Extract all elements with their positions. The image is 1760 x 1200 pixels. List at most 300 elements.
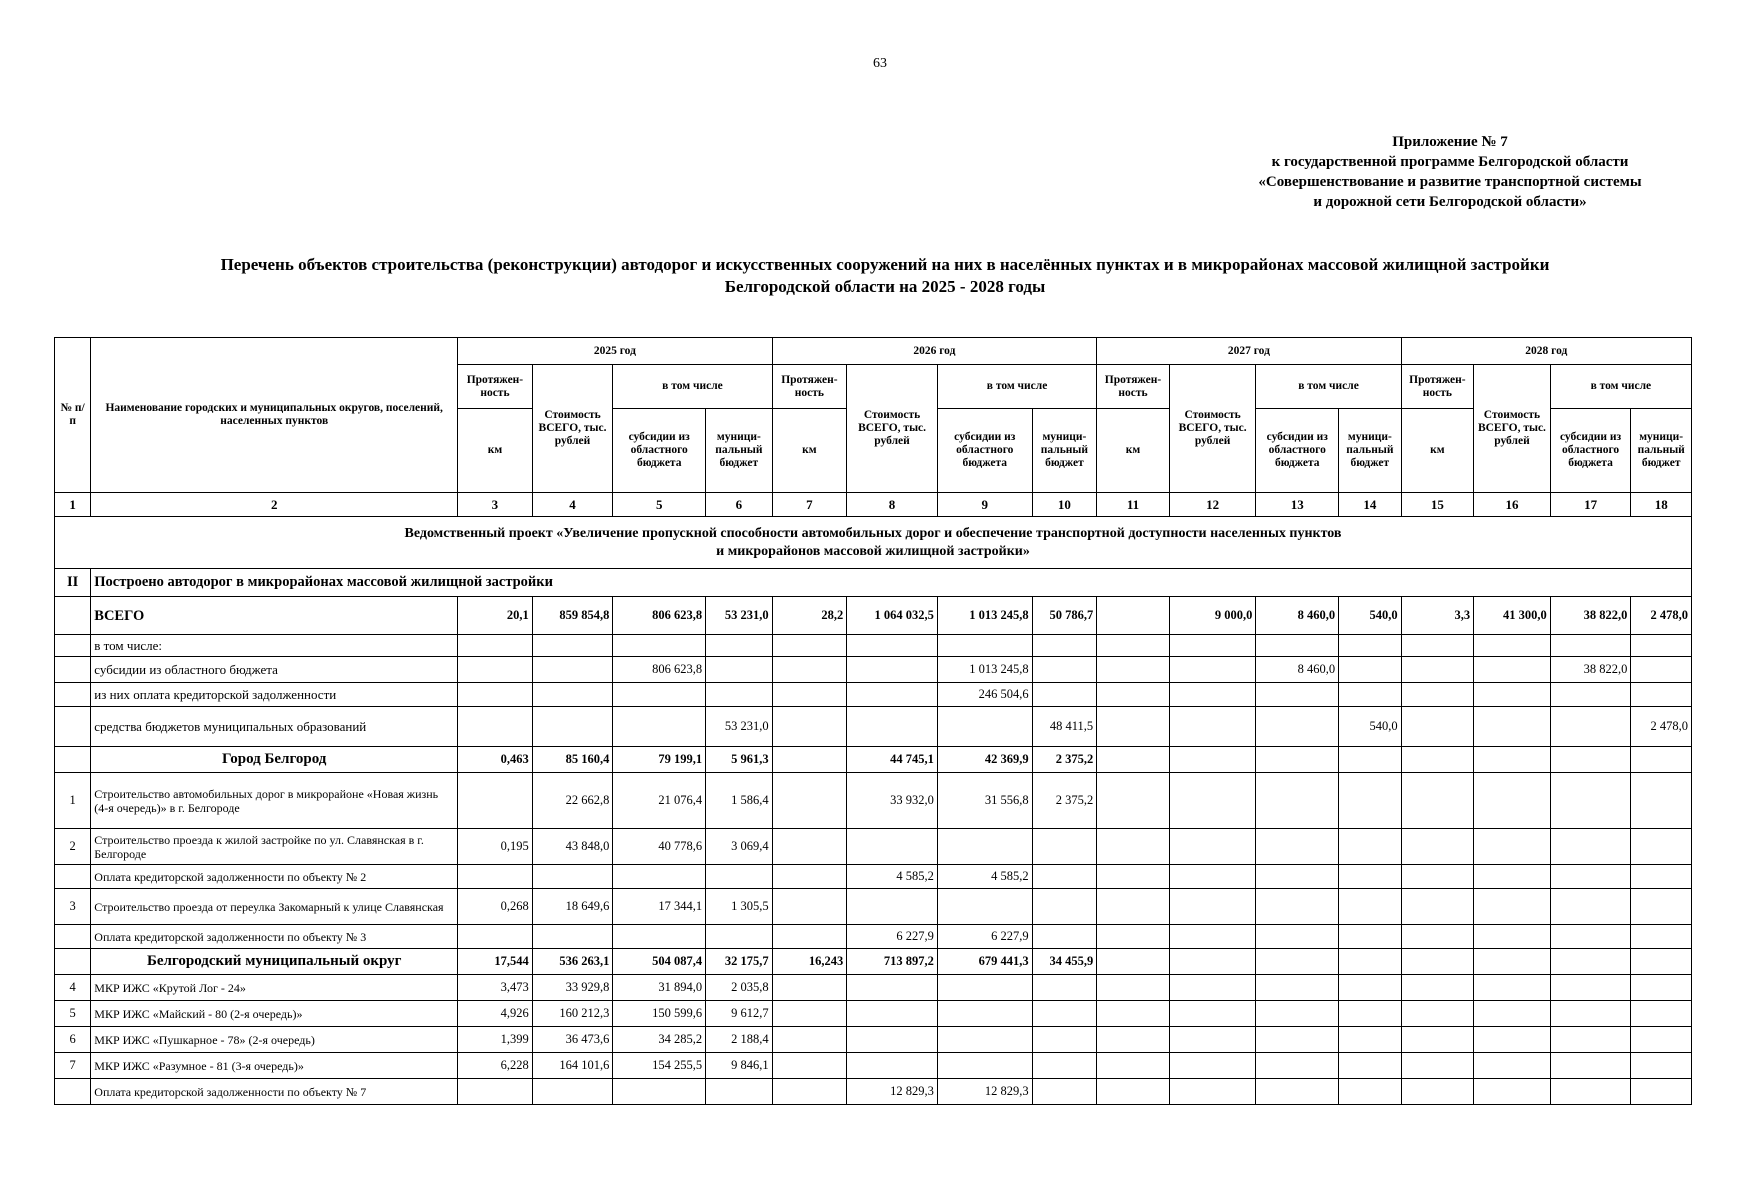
value-cell	[1256, 925, 1339, 949]
value-cell	[1169, 889, 1256, 925]
value-cell	[1474, 865, 1551, 889]
value-cell	[1339, 635, 1402, 657]
value-cell	[1474, 707, 1551, 747]
value-cell	[1032, 1027, 1097, 1053]
value-cell	[772, 707, 847, 747]
value-cell	[1401, 975, 1474, 1001]
value-cell	[1474, 1053, 1551, 1079]
value-cell	[1550, 975, 1631, 1001]
value-cell	[532, 1079, 613, 1105]
row-name: МКР ИЖС «Пушкарное - 78» (2-я очередь)	[91, 1027, 458, 1053]
value-cell	[772, 925, 847, 949]
value-cell	[1631, 865, 1692, 889]
header-subsidy: субсидии из областного бюджета	[937, 409, 1032, 493]
value-cell	[1550, 747, 1631, 773]
row-number	[55, 865, 91, 889]
value-cell: 34 285,2	[613, 1027, 706, 1053]
value-cell	[1032, 657, 1097, 683]
row-number	[55, 1079, 91, 1105]
value-cell	[1169, 865, 1256, 889]
value-cell: 1,399	[458, 1027, 533, 1053]
value-cell: 33 932,0	[847, 773, 938, 829]
document-title	[60, 254, 1710, 298]
value-cell	[706, 865, 773, 889]
value-cell	[1401, 1079, 1474, 1105]
column-number: 6	[706, 493, 773, 517]
value-cell	[1097, 747, 1170, 773]
value-cell	[1032, 865, 1097, 889]
value-cell	[1550, 925, 1631, 949]
value-cell: 806 623,8	[613, 657, 706, 683]
value-cell	[1474, 975, 1551, 1001]
value-cell: 31 556,8	[937, 773, 1032, 829]
value-cell	[847, 657, 938, 683]
row-name: Оплата кредиторской задолженности по объекту № 3	[91, 925, 458, 949]
table-row	[55, 1001, 1692, 1027]
header-km: км	[772, 409, 847, 493]
value-cell	[1097, 657, 1170, 683]
value-cell: 79 199,1	[613, 747, 706, 773]
value-cell: 6 227,9	[937, 925, 1032, 949]
value-cell	[1474, 889, 1551, 925]
table-row	[55, 829, 1692, 865]
value-cell	[458, 657, 533, 683]
value-cell	[706, 1079, 773, 1105]
value-cell: 12 829,3	[847, 1079, 938, 1105]
value-cell	[772, 889, 847, 925]
value-cell: 679 441,3	[937, 949, 1032, 975]
value-cell	[1339, 829, 1402, 865]
row-number: 5	[55, 1001, 91, 1027]
value-cell	[1169, 707, 1256, 747]
value-cell	[1550, 1053, 1631, 1079]
value-cell	[937, 707, 1032, 747]
row-number: 7	[55, 1053, 91, 1079]
value-cell	[1474, 1079, 1551, 1105]
row-name: Оплата кредиторской задолженности по объекту № 7	[91, 1079, 458, 1105]
value-cell	[1401, 1027, 1474, 1053]
value-cell	[1474, 773, 1551, 829]
value-cell	[772, 773, 847, 829]
value-cell	[1032, 975, 1097, 1001]
value-cell: 246 504,6	[937, 683, 1032, 707]
value-cell	[1401, 747, 1474, 773]
row-number	[55, 747, 91, 773]
column-number: 1	[55, 493, 91, 517]
value-cell	[1550, 1079, 1631, 1105]
value-cell: 53 231,0	[706, 597, 773, 635]
value-cell: 713 897,2	[847, 949, 938, 975]
value-cell	[458, 683, 533, 707]
value-cell: 2 375,2	[1032, 773, 1097, 829]
value-cell	[706, 657, 773, 683]
value-cell: 164 101,6	[532, 1053, 613, 1079]
column-number: 10	[1032, 493, 1097, 517]
value-cell	[1631, 1001, 1692, 1027]
value-cell	[1339, 747, 1402, 773]
value-cell	[1097, 1053, 1170, 1079]
row-name: МКР ИЖС «Майский - 80 (2-я очередь)»	[91, 1001, 458, 1027]
value-cell	[532, 925, 613, 949]
value-cell: 31 894,0	[613, 975, 706, 1001]
header-cost: Стоимость ВСЕГО, тыс. рублей	[1169, 365, 1256, 493]
value-cell	[1474, 747, 1551, 773]
value-cell	[937, 889, 1032, 925]
value-cell	[1550, 949, 1631, 975]
row-name: из них оплата кредиторской задолженности	[91, 683, 458, 707]
value-cell: 1 013 245,8	[937, 657, 1032, 683]
header-length: Протяжен-ность	[772, 365, 847, 409]
value-cell	[1032, 829, 1097, 865]
header-cost: Стоимость ВСЕГО, тыс. рублей	[1474, 365, 1551, 493]
value-cell	[1550, 865, 1631, 889]
value-cell: 32 175,7	[706, 949, 773, 975]
value-cell: 43 848,0	[532, 829, 613, 865]
header-municipal: муници-пальный бюджет	[706, 409, 773, 493]
value-cell	[613, 635, 706, 657]
value-cell: 806 623,8	[613, 597, 706, 635]
value-cell: 85 160,4	[532, 747, 613, 773]
value-cell	[772, 1001, 847, 1027]
table-row	[55, 1027, 1692, 1053]
value-cell	[1401, 1001, 1474, 1027]
value-cell	[1032, 889, 1097, 925]
row-number: 6	[55, 1027, 91, 1053]
value-cell: 50 786,7	[1032, 597, 1097, 635]
column-number: 2	[91, 493, 458, 517]
value-cell: 3,473	[458, 975, 533, 1001]
header-year-2027: 2027 год	[1097, 338, 1401, 365]
value-cell	[1032, 925, 1097, 949]
column-number: 8	[847, 493, 938, 517]
value-cell	[1550, 683, 1631, 707]
row-number	[55, 683, 91, 707]
table-row	[55, 889, 1692, 925]
row-name: ВСЕГО	[91, 597, 458, 635]
value-cell	[1097, 707, 1170, 747]
value-cell	[1097, 683, 1170, 707]
value-cell	[1169, 747, 1256, 773]
value-cell	[937, 1053, 1032, 1079]
value-cell: 8 460,0	[1256, 597, 1339, 635]
value-cell	[1169, 1079, 1256, 1105]
value-cell	[1474, 635, 1551, 657]
value-cell	[1032, 1001, 1097, 1027]
value-cell	[1097, 1027, 1170, 1053]
value-cell	[772, 635, 847, 657]
value-cell	[1256, 865, 1339, 889]
value-cell	[1339, 657, 1402, 683]
value-cell	[847, 1053, 938, 1079]
group-row	[55, 949, 1692, 975]
value-cell	[1256, 1079, 1339, 1105]
value-cell: 42 369,9	[937, 747, 1032, 773]
row-name: в том числе:	[91, 635, 458, 657]
header-name: Наименование городских и муниципальных округов, поселений, населенных пунктов	[91, 338, 458, 493]
value-cell	[772, 657, 847, 683]
value-cell: 44 745,1	[847, 747, 938, 773]
value-cell	[1474, 1001, 1551, 1027]
value-cell	[1169, 1027, 1256, 1053]
value-cell	[1169, 657, 1256, 683]
header-municipal: муници-пальный бюджет	[1631, 409, 1692, 493]
value-cell	[613, 683, 706, 707]
value-cell	[706, 683, 773, 707]
title-line: Перечень объектов строительства (реконструкции) автодорог и искусственных сооружений на них в населённых пунктах и в микрорайонах массовой жилищной застройки	[220, 255, 1550, 274]
value-cell	[1169, 829, 1256, 865]
value-cell	[847, 707, 938, 747]
value-cell: 2 375,2	[1032, 747, 1097, 773]
value-cell	[1550, 773, 1631, 829]
value-cell: 22 662,8	[532, 773, 613, 829]
header-including: в том числе	[613, 365, 772, 409]
value-cell	[1097, 889, 1170, 925]
row-number: 3	[55, 889, 91, 925]
value-cell: 12 829,3	[937, 1079, 1032, 1105]
value-cell: 859 854,8	[532, 597, 613, 635]
row-name: Оплата кредиторской задолженности по объекту № 2	[91, 865, 458, 889]
value-cell	[1097, 1079, 1170, 1105]
value-cell: 40 778,6	[613, 829, 706, 865]
header-km: км	[1097, 409, 1170, 493]
value-cell: 34 455,9	[1032, 949, 1097, 975]
value-cell	[1097, 1001, 1170, 1027]
header-length: Протяжен-ность	[458, 365, 533, 409]
table-row	[55, 1079, 1692, 1105]
header-km: км	[458, 409, 533, 493]
value-cell	[1097, 949, 1170, 975]
value-cell: 6,228	[458, 1053, 533, 1079]
table-row	[55, 1053, 1692, 1079]
row-name: Строительство проезда к жилой застройке по ул. Славянская в г. Белгороде	[91, 829, 458, 865]
header-length: Протяжен-ность	[1401, 365, 1474, 409]
column-number: 13	[1256, 493, 1339, 517]
value-cell: 38 822,0	[1550, 597, 1631, 635]
value-cell	[1474, 683, 1551, 707]
value-cell: 4,926	[458, 1001, 533, 1027]
column-number: 12	[1169, 493, 1256, 517]
project-title-line: и микрорайонов массовой жилищной застройки»	[716, 543, 1030, 559]
header-cost: Стоимость ВСЕГО, тыс. рублей	[847, 365, 938, 493]
value-cell	[1631, 829, 1692, 865]
title-line: Белгородской области на 2025 - 2028 годы	[724, 277, 1046, 296]
value-cell	[1631, 747, 1692, 773]
table-row	[55, 635, 1692, 657]
value-cell	[1339, 1027, 1402, 1053]
value-cell	[1401, 635, 1474, 657]
value-cell: 1 305,5	[706, 889, 773, 925]
value-cell	[1401, 683, 1474, 707]
value-cell	[1631, 925, 1692, 949]
header-year-2028: 2028 год	[1401, 338, 1691, 365]
table-row	[55, 773, 1692, 829]
header-including: в том числе	[1256, 365, 1401, 409]
header-km: км	[1401, 409, 1474, 493]
value-cell	[1631, 889, 1692, 925]
header-subsidy: субсидии из областного бюджета	[1550, 409, 1631, 493]
value-cell: 9 000,0	[1169, 597, 1256, 635]
column-number: 15	[1401, 493, 1474, 517]
value-cell	[1550, 1001, 1631, 1027]
row-number	[55, 707, 91, 747]
project-title-line: Ведомственный проект «Увеличение пропускной способности автомобильных дорог и обеспечение транспортной доступности населенных пунктов	[404, 525, 1342, 541]
value-cell	[1256, 975, 1339, 1001]
value-cell	[847, 683, 938, 707]
value-cell	[1256, 829, 1339, 865]
value-cell: 38 822,0	[1550, 657, 1631, 683]
value-cell	[1256, 707, 1339, 747]
value-cell: 53 231,0	[706, 707, 773, 747]
column-number: 3	[458, 493, 533, 517]
value-cell	[1401, 657, 1474, 683]
value-cell: 2 035,8	[706, 975, 773, 1001]
value-cell	[1550, 829, 1631, 865]
section-title: Построено автодорог в микрорайонах массовой жилищной застройки	[91, 569, 1692, 597]
section-number: II	[55, 569, 91, 597]
value-cell	[458, 1079, 533, 1105]
value-cell	[1032, 635, 1097, 657]
header-including: в том числе	[937, 365, 1096, 409]
row-name: средства бюджетов муниципальных образований	[91, 707, 458, 747]
value-cell	[1256, 683, 1339, 707]
value-cell	[772, 1079, 847, 1105]
table-row	[55, 707, 1692, 747]
value-cell: 16,243	[772, 949, 847, 975]
table-row	[55, 925, 1692, 949]
value-cell	[532, 707, 613, 747]
value-cell	[613, 707, 706, 747]
value-cell	[1550, 635, 1631, 657]
row-name: Строительство проезда от переулка Закомарный к улице Славянская	[91, 889, 458, 925]
project-title	[55, 517, 1692, 569]
header-including: в том числе	[1550, 365, 1691, 409]
value-cell: 1 064 032,5	[847, 597, 938, 635]
column-number: 9	[937, 493, 1032, 517]
value-cell	[1401, 949, 1474, 975]
column-number: 5	[613, 493, 706, 517]
value-cell	[1032, 683, 1097, 707]
value-cell: 6 227,9	[847, 925, 938, 949]
value-cell: 1 013 245,8	[937, 597, 1032, 635]
value-cell	[1401, 1053, 1474, 1079]
value-cell	[1631, 949, 1692, 975]
value-cell	[1550, 1027, 1631, 1053]
table-row	[55, 975, 1692, 1001]
value-cell: 160 212,3	[532, 1001, 613, 1027]
value-cell	[1401, 889, 1474, 925]
value-cell	[847, 635, 938, 657]
value-cell	[1169, 1001, 1256, 1027]
value-cell	[1097, 635, 1170, 657]
value-cell	[458, 865, 533, 889]
value-cell: 8 460,0	[1256, 657, 1339, 683]
value-cell: 9 846,1	[706, 1053, 773, 1079]
value-cell	[1401, 773, 1474, 829]
value-cell: 1 586,4	[706, 773, 773, 829]
group-row	[55, 747, 1692, 773]
value-cell: 17,544	[458, 949, 533, 975]
value-cell: 48 411,5	[1032, 707, 1097, 747]
value-cell	[772, 1053, 847, 1079]
value-cell	[1169, 925, 1256, 949]
value-cell	[1474, 925, 1551, 949]
value-cell: 20,1	[458, 597, 533, 635]
row-number	[55, 635, 91, 657]
value-cell: 0,463	[458, 747, 533, 773]
header-no: № п/п	[55, 338, 91, 493]
value-cell	[1474, 657, 1551, 683]
value-cell: 17 344,1	[613, 889, 706, 925]
value-cell	[847, 1001, 938, 1027]
value-cell	[613, 1079, 706, 1105]
value-cell	[1339, 975, 1402, 1001]
value-cell	[1169, 1053, 1256, 1079]
value-cell	[772, 975, 847, 1001]
header-cost: Стоимость ВСЕГО, тыс. рублей	[532, 365, 613, 493]
value-cell	[532, 865, 613, 889]
value-cell	[1401, 925, 1474, 949]
value-cell	[1032, 1053, 1097, 1079]
row-number: 4	[55, 975, 91, 1001]
column-number-row	[55, 493, 1692, 517]
value-cell: 36 473,6	[532, 1027, 613, 1053]
value-cell	[613, 865, 706, 889]
column-number: 7	[772, 493, 847, 517]
header-municipal: муници-пальный бюджет	[1339, 409, 1402, 493]
value-cell	[1169, 773, 1256, 829]
value-cell	[1631, 657, 1692, 683]
value-cell	[1169, 683, 1256, 707]
value-cell: 0,195	[458, 829, 533, 865]
header-year-2026: 2026 год	[772, 338, 1097, 365]
column-number: 17	[1550, 493, 1631, 517]
value-cell: 2 188,4	[706, 1027, 773, 1053]
row-name: Город Белгород	[91, 747, 458, 773]
value-cell	[1097, 597, 1170, 635]
value-cell	[1474, 829, 1551, 865]
value-cell	[1097, 925, 1170, 949]
column-number: 4	[532, 493, 613, 517]
value-cell	[458, 925, 533, 949]
appendix-line: «Совершенствование и развитие транспортной системы	[1258, 174, 1642, 190]
value-cell: 28,2	[772, 597, 847, 635]
row-name: Строительство автомобильных дорог в микрорайоне «Новая жизнь (4-я очередь)» в г. Белгороде	[91, 773, 458, 829]
value-cell	[772, 1027, 847, 1053]
header-subsidy: субсидии из областного бюджета	[613, 409, 706, 493]
value-cell	[1169, 975, 1256, 1001]
value-cell	[772, 865, 847, 889]
value-cell	[847, 1027, 938, 1053]
appendix-note	[1230, 132, 1670, 212]
value-cell	[1256, 949, 1339, 975]
value-cell	[1256, 773, 1339, 829]
value-cell	[1339, 1001, 1402, 1027]
column-number: 16	[1474, 493, 1551, 517]
row-name: субсидии из областного бюджета	[91, 657, 458, 683]
value-cell	[847, 975, 938, 1001]
header-length: Протяжен-ность	[1097, 365, 1170, 409]
value-cell: 150 599,6	[613, 1001, 706, 1027]
value-cell	[937, 635, 1032, 657]
value-cell	[1339, 683, 1402, 707]
value-cell	[1256, 635, 1339, 657]
value-cell	[706, 925, 773, 949]
value-cell: 3 069,4	[706, 829, 773, 865]
row-name: МКР ИЖС «Разумное - 81 (3-я очередь)»	[91, 1053, 458, 1079]
row-number: 1	[55, 773, 91, 829]
value-cell: 540,0	[1339, 597, 1402, 635]
value-cell	[772, 747, 847, 773]
